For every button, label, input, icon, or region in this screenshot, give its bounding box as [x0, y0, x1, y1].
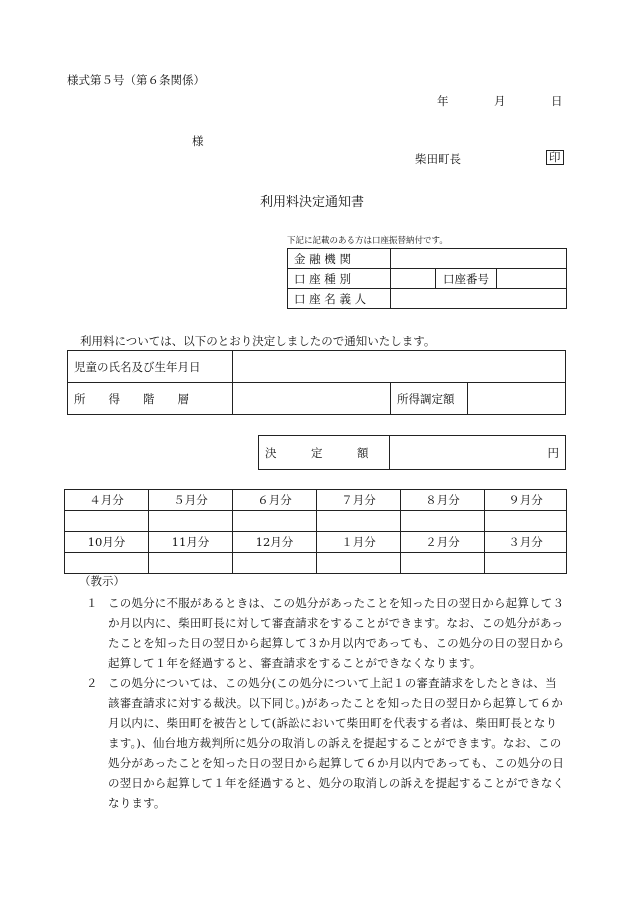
month-cell: ３月分	[485, 532, 567, 553]
month-value[interactable]	[149, 553, 233, 574]
form-number: 様式第５号（第６条関係）	[67, 73, 205, 87]
notice-item-2-text: この処分については、この処分(この処分について上記１の審査請求をしたときは、当該審査請求に対する裁決。以下同じ。)があったことを知った日の翌日から起算して６か月以内に、柴田町を被告として(訴訟において柴田町を代表する者は、柴田町長となります。)、仙台地方裁判所に処分の取消しの訴えを提起することができます。なお、この処分があったことを知った日の翌日から起算して６か月以内であっても、この処分の日の翌日から起算して１年を経過すると、処分の取消しの訴えを提起することができなくなります。	[108, 676, 565, 810]
seal-mark	[546, 150, 564, 165]
bank-name-label: 金 融 機 関	[288, 249, 391, 269]
month-cell: １月分	[317, 532, 401, 553]
decision-label: 決 定 額	[259, 436, 390, 470]
month-cell: ９月分	[485, 490, 567, 511]
month-cell: ７月分	[317, 490, 401, 511]
income-tier-label: 所 得 階 層	[68, 383, 233, 415]
month-cell: ５月分	[149, 490, 233, 511]
decision-value[interactable]	[390, 436, 566, 470]
account-type-value[interactable]	[391, 269, 436, 289]
notice-item-1-number: １	[86, 596, 98, 610]
notice-item-2-number: ２	[86, 676, 98, 690]
decision-table	[258, 435, 566, 470]
month-value[interactable]	[233, 511, 317, 532]
income-amount-value[interactable]	[468, 383, 566, 415]
month-cell: ６月分	[233, 490, 317, 511]
months-value-row-2	[65, 553, 567, 574]
month-value[interactable]	[149, 511, 233, 532]
child-table	[67, 350, 566, 415]
months-header-row-1	[65, 490, 567, 511]
document-title: 利用料決定通知書	[260, 195, 365, 210]
month-cell: ８月分	[401, 490, 485, 511]
month-value[interactable]	[65, 511, 149, 532]
bank-table	[287, 248, 567, 309]
notice-item-2	[86, 673, 566, 813]
notice-item-1	[86, 593, 566, 673]
month-value[interactable]	[401, 553, 485, 574]
bank-note: 下記に記載のある方は口座振替納付です。	[287, 236, 448, 246]
date-year: 年	[437, 94, 449, 108]
issuer: 柴田町長	[415, 152, 461, 166]
notice-item-1-text: この処分に不服があるときは、この処分があったことを知った日の翌日から起算して３か月以内に、柴田町長に対して審査請求をすることができます。なお、この処分があったことを知った日の翌日から起算して３か月以内であっても、この処分の日の翌日から起算して１年を経過すると、審査請求をすることができなくなります。	[108, 596, 565, 670]
month-value[interactable]	[317, 511, 401, 532]
months-value-row-1	[65, 511, 567, 532]
months-header-row-2	[65, 532, 567, 553]
account-type-label: 口 座 種 別	[288, 269, 391, 289]
child-name-value[interactable]	[233, 351, 566, 383]
account-no-value[interactable]	[497, 269, 567, 289]
month-value[interactable]	[233, 553, 317, 574]
month-value[interactable]	[65, 553, 149, 574]
account-holder-label: 口 座 名 義 人	[288, 289, 391, 309]
income-amount-label: 所得調定額	[391, 383, 468, 415]
month-cell: ２月分	[401, 532, 485, 553]
months-table	[64, 489, 567, 574]
month-cell: 10月分	[65, 532, 149, 553]
seal-text: 印	[546, 150, 564, 165]
month-value[interactable]	[485, 553, 567, 574]
bank-name-value[interactable]	[391, 249, 567, 269]
intro-text: 利用料については、以下のとおり決定しましたので通知いたします。	[80, 334, 436, 348]
account-no-label: 口座番号	[436, 269, 497, 289]
child-name-label: 児童の氏名及び生年月日	[68, 351, 233, 383]
date-day: 日	[551, 94, 563, 108]
date-month: 月	[494, 94, 506, 108]
notice-heading: （教示）	[79, 574, 125, 588]
month-value[interactable]	[485, 511, 567, 532]
month-value[interactable]	[317, 553, 401, 574]
account-holder-value[interactable]	[391, 289, 567, 309]
yen-unit: 円	[547, 445, 559, 460]
month-cell: ４月分	[65, 490, 149, 511]
month-cell: 11月分	[149, 532, 233, 553]
income-tier-value[interactable]	[233, 383, 391, 415]
recipient-suffix: 様	[192, 134, 204, 148]
month-value[interactable]	[401, 511, 485, 532]
month-cell: 12月分	[233, 532, 317, 553]
